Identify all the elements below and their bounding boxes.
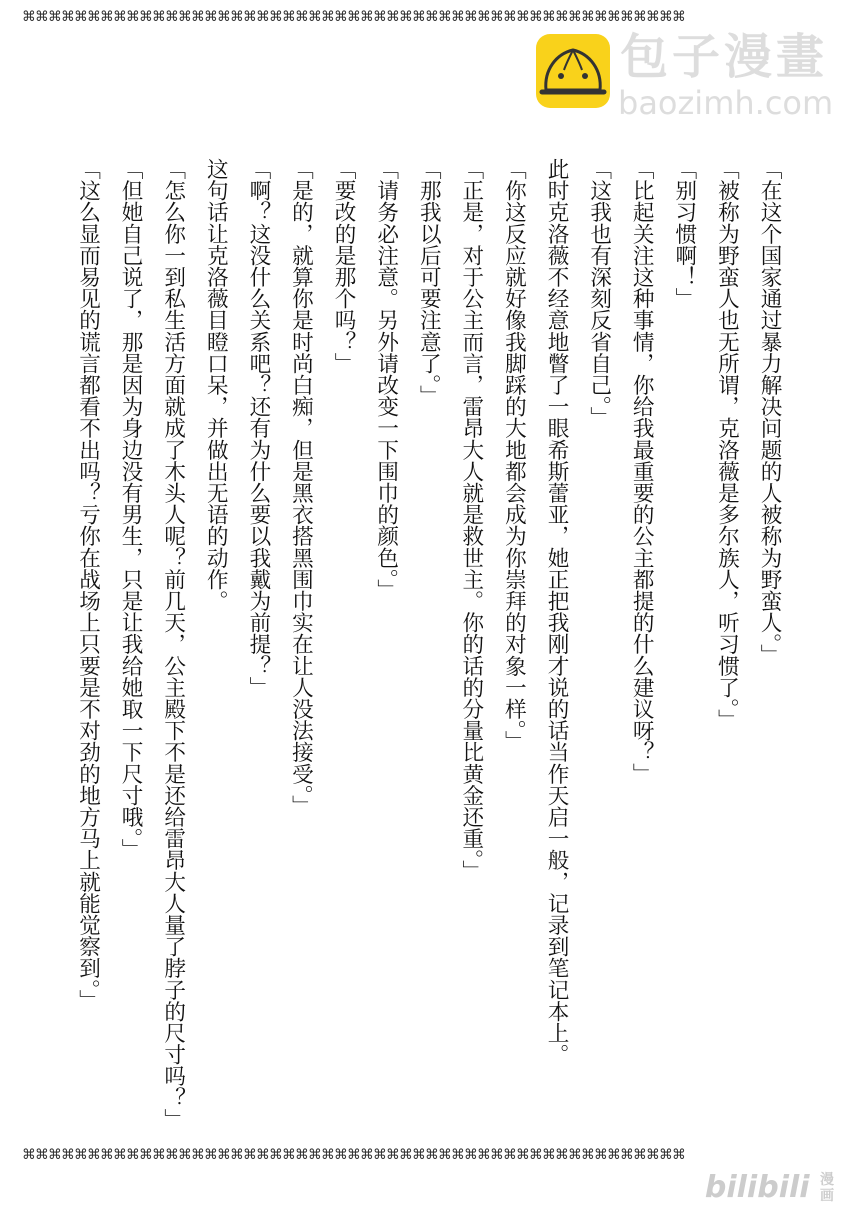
text-column: 「这么显而易见的谎言都看不出吗？亏你在战场上只要是不对劲的地方马上就能觉察到。」 xyxy=(75,158,101,1012)
watermark-title: 包子漫畫 xyxy=(620,29,829,85)
bilibili-tag: 漫画 xyxy=(820,1172,834,1204)
text-column: 「是的，就算你是时尚白痴，但是黑衣搭黑围巾实在让人没法接受。」 xyxy=(288,158,314,817)
text-column: 「比起关注这种事情，你给我最重要的公主都提的什么建议呀？」 xyxy=(629,158,655,785)
text-column: 此时克洛薇不经意地瞥了一眼希斯蕾亚，她正把我刚才说的话当作天启一般，记录到笔记本上。 xyxy=(544,158,570,1066)
text-column: 「正是，对于公主而言，雷昂大人就是救世主。你的话的分量比黄金还重。」 xyxy=(458,158,484,882)
text-column: 「请务必注意。另外请改变一下围巾的颜色。」 xyxy=(373,158,399,601)
text-column: 「被称为野蛮人也无所谓，克洛薇是多尔族人，听习惯了。」 xyxy=(714,158,740,731)
top-ornament-border: ⌘⌘⌘⌘⌘⌘⌘⌘⌘⌘⌘⌘⌘⌘⌘⌘⌘⌘⌘⌘⌘⌘⌘⌘⌘⌘⌘⌘⌘⌘⌘⌘⌘⌘⌘⌘⌘⌘⌘⌘⌘⌘⌘⌘⌘⌘⌘⌘⌘⌘⌘ xyxy=(22,9,685,25)
bilibili-watermark xyxy=(705,1172,836,1204)
text-column: 「啊？这没什么关系吧？还有为什么要以我戴为前提？」 xyxy=(245,158,271,698)
text-column: 「但她自己说了，那是因为身边没有男生，只是让我给她取一下尺寸哦。」 xyxy=(118,158,144,860)
text-column: 「那我以后可要注意了。」 xyxy=(416,158,442,407)
vertical-text-page xyxy=(70,158,790,1158)
text-column: 「在这个国家通过暴力解决问题的人被称为野蛮人。」 xyxy=(757,158,782,666)
bilibili-text: bilibili xyxy=(704,1170,810,1205)
bottom-ornament-border: ⌘⌘⌘⌘⌘⌘⌘⌘⌘⌘⌘⌘⌘⌘⌘⌘⌘⌘⌘⌘⌘⌘⌘⌘⌘⌘⌘⌘⌘⌘⌘⌘⌘⌘⌘⌘⌘⌘⌘⌘⌘⌘⌘⌘⌘⌘⌘⌘⌘⌘⌘ xyxy=(22,1147,685,1163)
text-column: 「你这反应就好像我脚踩的大地都会成为你崇拜的对象一样。」 xyxy=(501,158,527,752)
watermark-url: baozimh.com xyxy=(618,84,834,122)
text-column: 「要改的是那个吗？」 xyxy=(331,158,357,374)
text-column: 「这我也有深刻反省自己。」 xyxy=(586,158,612,428)
text-column: 「别习惯啊！」 xyxy=(671,158,697,310)
baozi-logo-icon xyxy=(536,34,610,108)
text-column: 「怎么你一到私生活方面就成了木头人呢？前几天，公主殿下不是还给雷昂大人量了脖子的尺寸吗？」 xyxy=(160,158,186,1130)
text-column: 这句话让克洛薇目瞪口呆，并做出无语的动作。 xyxy=(203,158,229,612)
